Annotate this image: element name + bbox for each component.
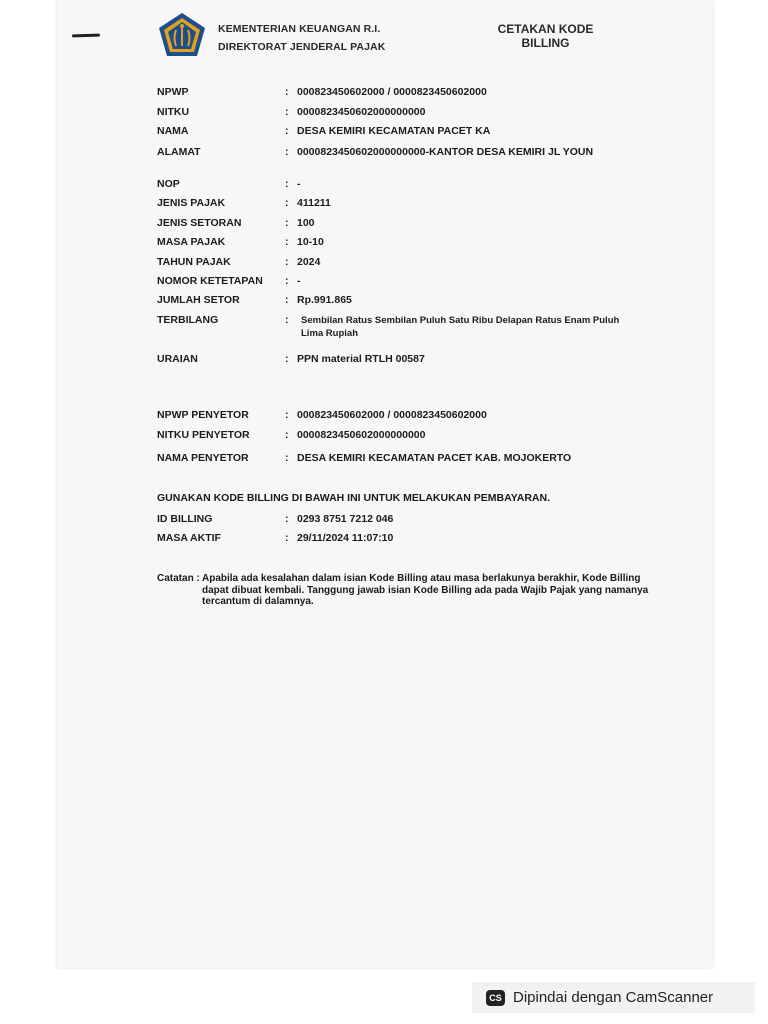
field-npwp (157, 86, 642, 99)
field-nitku (157, 106, 642, 119)
field-value: 100 (297, 217, 315, 229)
document-title-line2: BILLING (521, 36, 570, 50)
field-value: 0000823450602000000000 (297, 429, 426, 441)
field-npwp-penyetor (157, 409, 642, 422)
field-label: JENIS SETORAN (157, 217, 242, 229)
field-value: 2024 (297, 256, 321, 268)
field-masa-aktif (157, 532, 642, 545)
field-value: 000823450602000 / 0000823450602000 (297, 86, 487, 98)
field-label: JUMLAH SETOR (157, 294, 240, 306)
field-label: NPWP (157, 86, 189, 98)
field-label: NOP (157, 178, 180, 190)
field-separator: : (285, 125, 289, 137)
field-label: NOMOR KETETAPAN (157, 275, 263, 287)
field-alamat (157, 146, 642, 159)
field-nitku-penyetor (157, 429, 642, 442)
field-nama-penyetor (157, 452, 642, 465)
field-separator: : (285, 314, 289, 326)
field-value: 411211 (297, 197, 331, 209)
note (157, 573, 657, 608)
ministry-header (218, 20, 385, 56)
ministry-name: KEMENTERIAN KEUANGAN R.I. (218, 23, 381, 35)
field-label: MASA PAJAK (157, 236, 226, 248)
field-separator: : (285, 532, 289, 544)
field-nop (157, 178, 642, 191)
field-terbilang (157, 314, 641, 340)
field-value: - (297, 275, 301, 287)
field-value: PPN material RTLH 00587 (297, 353, 425, 365)
field-label: MASA AKTIF (157, 532, 221, 544)
field-label: URAIAN (157, 353, 198, 365)
field-jumlah-setor (157, 294, 642, 307)
field-label: TERBILANG (157, 314, 219, 326)
billing-instruction: GUNAKAN KODE BILLING DI BAWAH INI UNTUK MELAKUKAN PEMBAYARAN. (157, 492, 550, 504)
field-jenis-setoran (157, 217, 642, 230)
field-label: NITKU PENYETOR (157, 429, 250, 441)
field-label: ID BILLING (157, 513, 213, 525)
ministry-emblem-icon (157, 12, 207, 58)
field-label: NITKU (157, 106, 190, 118)
field-value: DESA KEMIRI KECAMATAN PACET KA (297, 125, 491, 137)
field-separator: : (285, 294, 289, 306)
field-value: 0000823450602000000000 (297, 106, 426, 118)
field-separator: : (285, 146, 289, 158)
field-separator: : (285, 275, 289, 287)
field-value: Rp.991.865 (297, 294, 352, 306)
note-label: Catatan : (157, 573, 200, 584)
field-value: - (297, 178, 301, 190)
field-value: Sembilan Ratus Sembilan Puluh Satu Ribu Delapan Ratus Enam Puluh Lima Rupiah (301, 315, 620, 339)
billing-code-value: 0293 8751 7212 046 (297, 513, 394, 525)
note-text: Apabila ada kesalahan dalam isian Kode Billing atau masa berlakunya berakhir, Kode Billing dapat dibuat kembali. Tanggung jawab isian Kode Billing ada pada Wajib Pajak yang namanya tercantum di dalamnya. (202, 573, 649, 607)
field-uraian (157, 353, 642, 366)
directorate-name: DIREKTORAT JENDERAL PAJAK (218, 41, 386, 53)
field-value: 000823450602000 / 0000823450602000 (297, 409, 487, 421)
field-value: DESA KEMIRI KECAMATAN PACET KAB. MOJOKERTO (297, 452, 572, 464)
field-separator: : (285, 86, 289, 98)
field-label: JENIS PAJAK (157, 197, 226, 209)
document-title (478, 22, 613, 50)
field-separator: : (285, 513, 289, 525)
field-id-billing (157, 513, 642, 526)
field-value: 10-10 (297, 236, 324, 248)
field-value: 29/11/2024 11:07:10 (297, 532, 394, 544)
camscanner-icon: CS (486, 990, 505, 1006)
field-separator: : (285, 409, 289, 421)
field-separator: : (285, 353, 289, 365)
field-separator: : (285, 197, 289, 209)
field-label: NAMA (157, 125, 189, 137)
field-label: NAMA PENYETOR (157, 452, 249, 464)
field-separator: : (285, 178, 289, 190)
field-separator: : (285, 106, 289, 118)
field-tahun-pajak (157, 256, 642, 269)
camscanner-text: Dipindai dengan CamScanner (513, 989, 714, 1006)
document-title-line1: CETAKAN KODE (497, 22, 594, 36)
field-separator: : (285, 256, 289, 268)
field-label: NPWP PENYETOR (157, 409, 249, 421)
field-value: 0000823450602000000000-KANTOR DESA KEMIRI JL YOUN (297, 146, 594, 158)
field-label: TAHUN PAJAK (157, 256, 231, 268)
field-label: ALAMAT (157, 146, 201, 158)
camscanner-watermark (472, 982, 755, 1013)
field-separator: : (285, 452, 289, 464)
field-jenis-pajak (157, 197, 642, 210)
field-separator: : (285, 429, 289, 441)
field-separator: : (285, 236, 289, 248)
field-masa-pajak (157, 236, 642, 249)
field-nomor-ketetapan (157, 275, 642, 288)
field-separator: : (285, 217, 289, 229)
field-nama (157, 125, 642, 138)
